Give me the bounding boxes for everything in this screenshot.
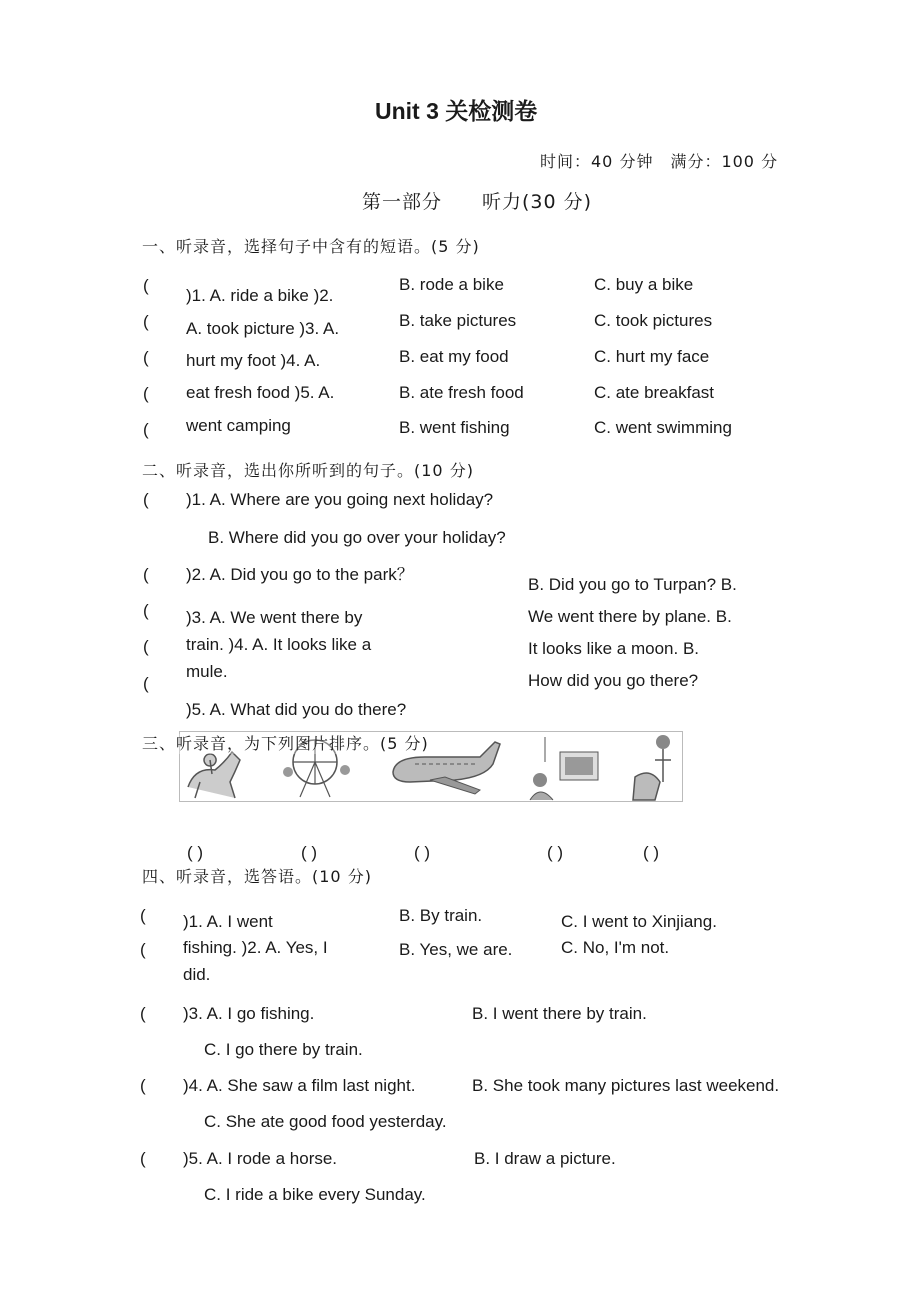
tv-room-picture: [525, 732, 605, 801]
order-blank[interactable]: ( ): [547, 843, 564, 862]
option-c: C. I ride a bike every Sunday.: [204, 1185, 426, 1204]
option-c: C. I go there by train.: [204, 1040, 363, 1059]
section1-heading: 一、听录音，选择句子中含有的短语。(5 分): [142, 237, 480, 256]
option-c: C. took pictures: [594, 311, 713, 330]
order-blank[interactable]: ( ): [301, 843, 318, 862]
option-a: went camping: [186, 416, 291, 435]
option-a: eat fresh food )5. A.: [186, 383, 335, 402]
option-b: B. rode a bike: [399, 275, 504, 294]
page-title: Unit 3 关检测卷: [375, 98, 538, 124]
answer-paren: (: [143, 384, 149, 403]
option-a: did.: [183, 965, 211, 984]
answer-paren: (: [140, 1076, 146, 1095]
option-b: B. By train.: [399, 906, 483, 925]
option-a: )4. A. She saw a film last night.: [183, 1076, 416, 1095]
option-c: C. ate breakfast: [594, 383, 715, 402]
answer-paren: (: [143, 490, 149, 509]
option-a: )5. A. What did you do there?: [186, 700, 407, 719]
option-c: C. went swimming: [594, 418, 732, 437]
answer-paren: (: [143, 637, 149, 656]
option-a: )3. A. I go fishing.: [183, 1004, 315, 1023]
order-blank[interactable]: ( ): [643, 843, 660, 862]
answer-paren: (: [143, 312, 149, 331]
option-b: We went there by plane. B.: [528, 607, 732, 626]
option-b: B. take pictures: [399, 311, 517, 330]
exam-meta: 时间：40 分钟 满分：100 分: [540, 152, 779, 171]
option-c: C. I went to Xinjiang.: [561, 912, 717, 931]
option-a: mule.: [186, 662, 228, 681]
option-a: )3. A. We went there by: [186, 608, 363, 627]
option-c: C. hurt my face: [594, 347, 710, 366]
answer-paren: (: [140, 1004, 146, 1023]
option-a: hurt my foot )4. A.: [186, 351, 321, 370]
option-a: fishing. )2. A. Yes, I: [183, 938, 328, 957]
option-a: train. )4. A. It looks like a: [186, 635, 372, 654]
section3-heading: 三、听录音，为下列图片排序。(5 分): [142, 734, 429, 753]
question-1b: B. Where did you go over your holiday?: [208, 528, 506, 547]
answer-paren: (: [143, 420, 149, 439]
section4-heading: 四、听录音，选答语。(10 分): [142, 867, 372, 886]
option-b: It looks like a moon. B.: [528, 639, 700, 658]
answer-paren: (: [140, 940, 146, 959]
option-c: C. She ate good food yesterday.: [204, 1112, 447, 1131]
question-1a: )1. A. Where are you going next holiday?: [186, 490, 494, 509]
answer-paren: (: [143, 348, 149, 367]
answer-paren: (: [143, 601, 149, 620]
option-c: C. No, I'm not.: [561, 938, 670, 957]
answer-paren: (: [143, 674, 149, 693]
option-b: B. went fishing: [399, 418, 510, 437]
person-picture: [625, 732, 680, 801]
order-blank[interactable]: ( ): [414, 843, 431, 862]
option-a: )1. A. ride a bike )2.: [186, 286, 334, 305]
option-b: B. I went there by train.: [472, 1004, 647, 1023]
answer-paren: (: [140, 906, 146, 925]
section2-heading: 二、听录音，选出你所听到的句子。(10 分): [142, 461, 474, 480]
answer-paren: (: [143, 565, 149, 584]
option-b: How did you go there?: [528, 671, 699, 690]
answer-paren: (: [140, 1149, 146, 1168]
option-a: )5. A. I rode a horse.: [183, 1149, 338, 1168]
option-a: A. took picture )3. A.: [186, 319, 340, 338]
option-b: B. Yes, we are.: [399, 940, 513, 959]
option-c: C. buy a bike: [594, 275, 694, 294]
option-b: B. She took many pictures last weekend.: [472, 1076, 780, 1095]
question-2a: )2. A. Did you go to the park？: [186, 565, 414, 584]
option-b: B. Did you go to Turpan? B.: [528, 575, 737, 594]
order-blank[interactable]: ( ): [187, 843, 204, 862]
option-b: B. eat my food: [399, 347, 509, 366]
option-b: B. ate fresh food: [399, 383, 524, 402]
part-title: 第一部分 听力(30 分): [362, 191, 593, 213]
answer-paren: (: [143, 276, 149, 295]
option-b: B. I draw a picture.: [474, 1149, 616, 1168]
option-a: )1. A. I went: [183, 912, 273, 931]
